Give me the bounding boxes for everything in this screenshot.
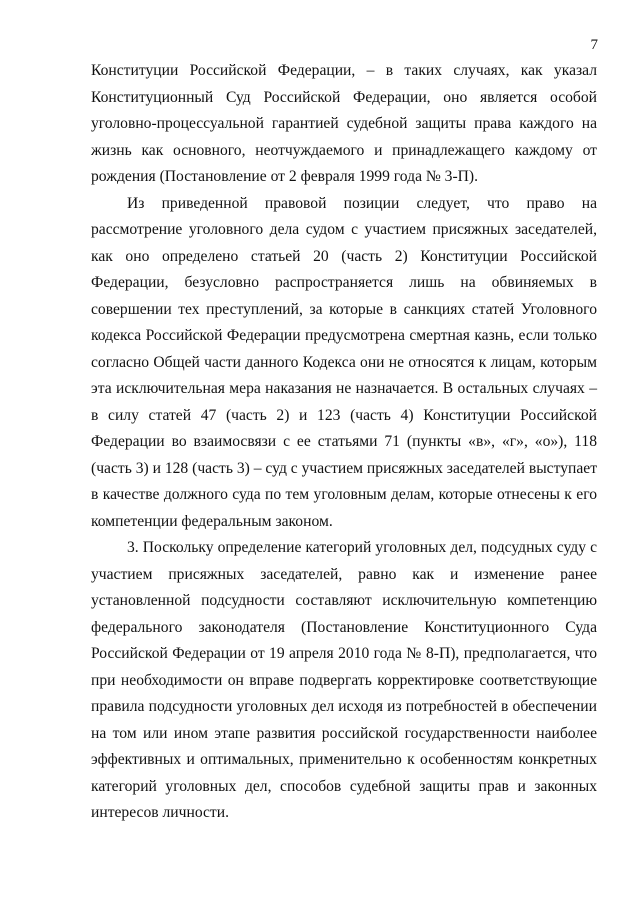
- paragraph-3: 3. Поскольку определение категорий уголовных дел, подсудных суду с участием присяжных заседателей, равно как и изменение ранее установленной подсудности составляют исключительную компетенцию федерального законодателя (Постановление Конституционного Суда Российской Федерации от 19 апреля 2010 года № 8-П), предполагается, что при необходимости он вправе подвергать корректировке соответствующие правила подсудности уголовных дел исходя из потребностей в обеспечении на том или ином этапе развития российской государственности наиболее эффективных и оптимальных, применительно к особенностям конкретных категорий уголовных дел, способов судебной защиты прав и законных интересов личности.: [91, 539, 597, 821]
- document-body: [91, 58, 597, 827]
- paragraph-2: Из приведенной правовой позиции следует, что право на рассмотрение уголовного дела судом с участием присяжных заседателей, как оно определено статьей 20 (часть 2) Конституции Российской Федерации, безусловно распространяется лишь на обвиняемых в совершении тех преступлений, за которые в санкциях статей Уголовного кодекса Российской Федерации предусмотрена смертная казнь, если только согласно Общей части данного Кодекса они не относятся к лицам, которым эта исключительная мера наказания не назначается. В остальных случаях – в силу статей 47 (часть 2) и 123 (часть 4) Конституции Российской Федерации во взаимосвязи с ее статьями 71 (пункты «в», «г», «о»), 118 (часть 3) и 128 (часть 3) – суд с участием присяжных заседателей выступает в качестве должного суда по тем уголовным делам, которые отнесены к его компетенции федеральным законом.: [91, 194, 598, 530]
- page-number: 7: [590, 37, 598, 53]
- paragraph-1: Конституции Российской Федерации, – в таких случаях, как указал Конституционный Суд Российской Федерации, оно является особой уголовно-процессуальной гарантией судебной защиты права каждого на жизнь как основного, неотчуждаемого и принадлежащего каждому от рождения (Постановление от 2 февраля 1999 года № 3-П).: [91, 62, 597, 185]
